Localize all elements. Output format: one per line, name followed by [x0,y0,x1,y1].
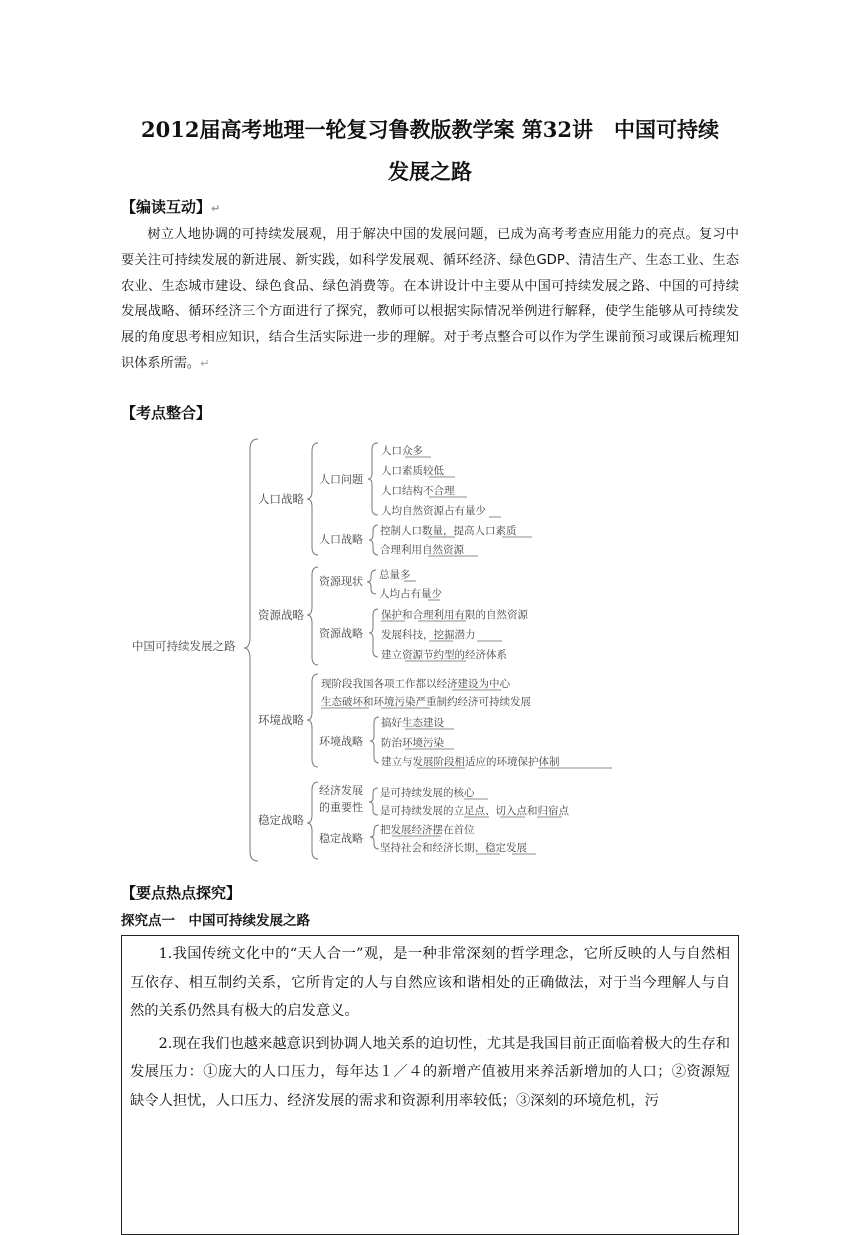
stability-importance-item: 是可持续发展的核心 [380,787,475,799]
content-box [121,935,739,1235]
environment-measure-item: 防治环境污染 [381,737,444,749]
stability-importance-item: 是可持续发展的立足点、切入点和归宿点 [380,805,569,817]
section-heading-intro [121,196,220,217]
stability-measure-item: 把发展经济摆在首位 [380,824,475,836]
strategy-environment: 环境战略 [258,713,304,727]
environment-fact-item: 现阶段我国各项工作都以经济建设为中心 [321,678,510,690]
subsection-heading: 探究点一 中国可持续发展之路 [121,913,310,929]
environment-brace [307,674,318,767]
importance-brace [369,788,378,815]
resources-strategy-label: 资源战略 [319,627,363,640]
environment-measure-item: 建立与发展阶段相适应的环境保护体制 [381,756,560,768]
problem-brace [368,443,378,515]
stability-measure-brace [370,825,379,849]
environment-fact-item: 生态破坏和环境污染严重制约经济可持续发展 [321,696,531,708]
population-problem-item: 人口众多 [381,445,423,457]
environment-measure-item: 搞好生态建设 [381,717,444,729]
box-paragraph: 2.现在我们也越来越意识到协调人地关系的迫切性，尤其是我国目前正面临着极大的生存和发展压力：①庞大的人口压力，每年达１／４的新增产值被用来养活新增加的人口；②资源短缺令人担忧，人口压力、经济发展的需求和资源利用率较低；③深刻的环境危机，污 [130,1035,730,1109]
section-heading-points: 【考点整合】 [121,404,212,422]
strategy-population: 人口战略 [258,492,304,506]
box-paragraph: 1.我国传统文化中的“天人合一”观，是一种非常深刻的哲学理念，它所反映的人与自然相互依存、相互制约关系，它所肯定的人与自然应该和谐相处的正确做法，对于当今理解人与自然的关系仍然具有极大的启发意义。 [130,946,730,1019]
environment-strategy-label: 环境战略 [319,735,363,748]
page-title-line1: 2012届高考地理一轮复习鲁教版教学案 第32讲 中国可持续 [141,117,719,142]
strategy-stability: 稳定战略 [258,813,304,827]
population-strategy-label: 人口战略 [319,533,363,546]
population-problem-item: 人均自然资源占有量少 [381,505,486,517]
stability-importance-label: 的重要性 [319,801,363,814]
resources-measure-item: 发展科技，挖掘潜力 [381,629,476,641]
return-mark: ↵ [211,202,221,215]
population-problem-label: 人口问题 [319,473,363,486]
intro-paragraph: 树立人地协调的可持续发展观，用于解决中国的发展问题，已成为高考考查应用能力的亮点。复习中要关注可持续发展的新进展、新实践，如科学发展观、循环经济、绿色GDP、清洁生产、生态工业、生态农业、生态城市建设、绿色食品、绿色消费等。在本讲设计中主要从中国可持续发展之路、中国的可持续发展战略、循环经济三个方面进行了探究，教师可以根据实际情况举例进行解释，使学生能够从可持续发展的角度思考相应知识，结合生活实际进一步的理解。对于考点整合可以作为学生课前预习或课后梳理知识体系所需。 [121,227,739,371]
section-heading-hotspots: 【要点热点探究】 [121,884,242,902]
page-title-line2: 发展之路 [388,159,472,184]
resources-measure-item: 建立资源节约型的经济体系 [381,649,507,661]
population-measure-brace [369,525,378,555]
stability-strategy-label: 稳定战略 [319,832,363,845]
population-measure-item: 控制人口数量，提高人口素质 [380,525,517,537]
strategy-resources: 资源战略 [258,608,304,622]
stability-brace [307,782,318,859]
resources-status-label: 资源现状 [319,575,363,588]
mindmap-root: 中国可持续发展之路 [132,639,236,653]
resources-measure-item: 保护和合理利用有限的自然资源 [381,609,528,621]
stability-importance-label: 经济发展 [319,784,363,797]
population-problem-item: 人口素质较低 [381,465,444,477]
section-heading-text: 【编读互动】 [121,198,212,216]
resources-brace [307,567,318,665]
resources-measure-brace [369,609,378,657]
root-brace [244,439,258,861]
knowledge-mindmap [128,437,738,862]
status-brace [367,570,376,594]
stability-measure-item: 坚持社会和经济长期、稳定发展 [380,842,527,854]
population-problem-item: 人口结构不合理 [381,485,455,497]
resources-status-item: 人均占有量少 [379,588,442,600]
intro-text [121,222,739,377]
population-measure-item: 合理利用自然资源 [380,544,464,556]
resources-status-item: 总量多 [379,569,411,581]
environment-measure-brace [370,717,379,763]
population-brace [307,443,318,555]
return-mark: ↵ [200,356,210,370]
